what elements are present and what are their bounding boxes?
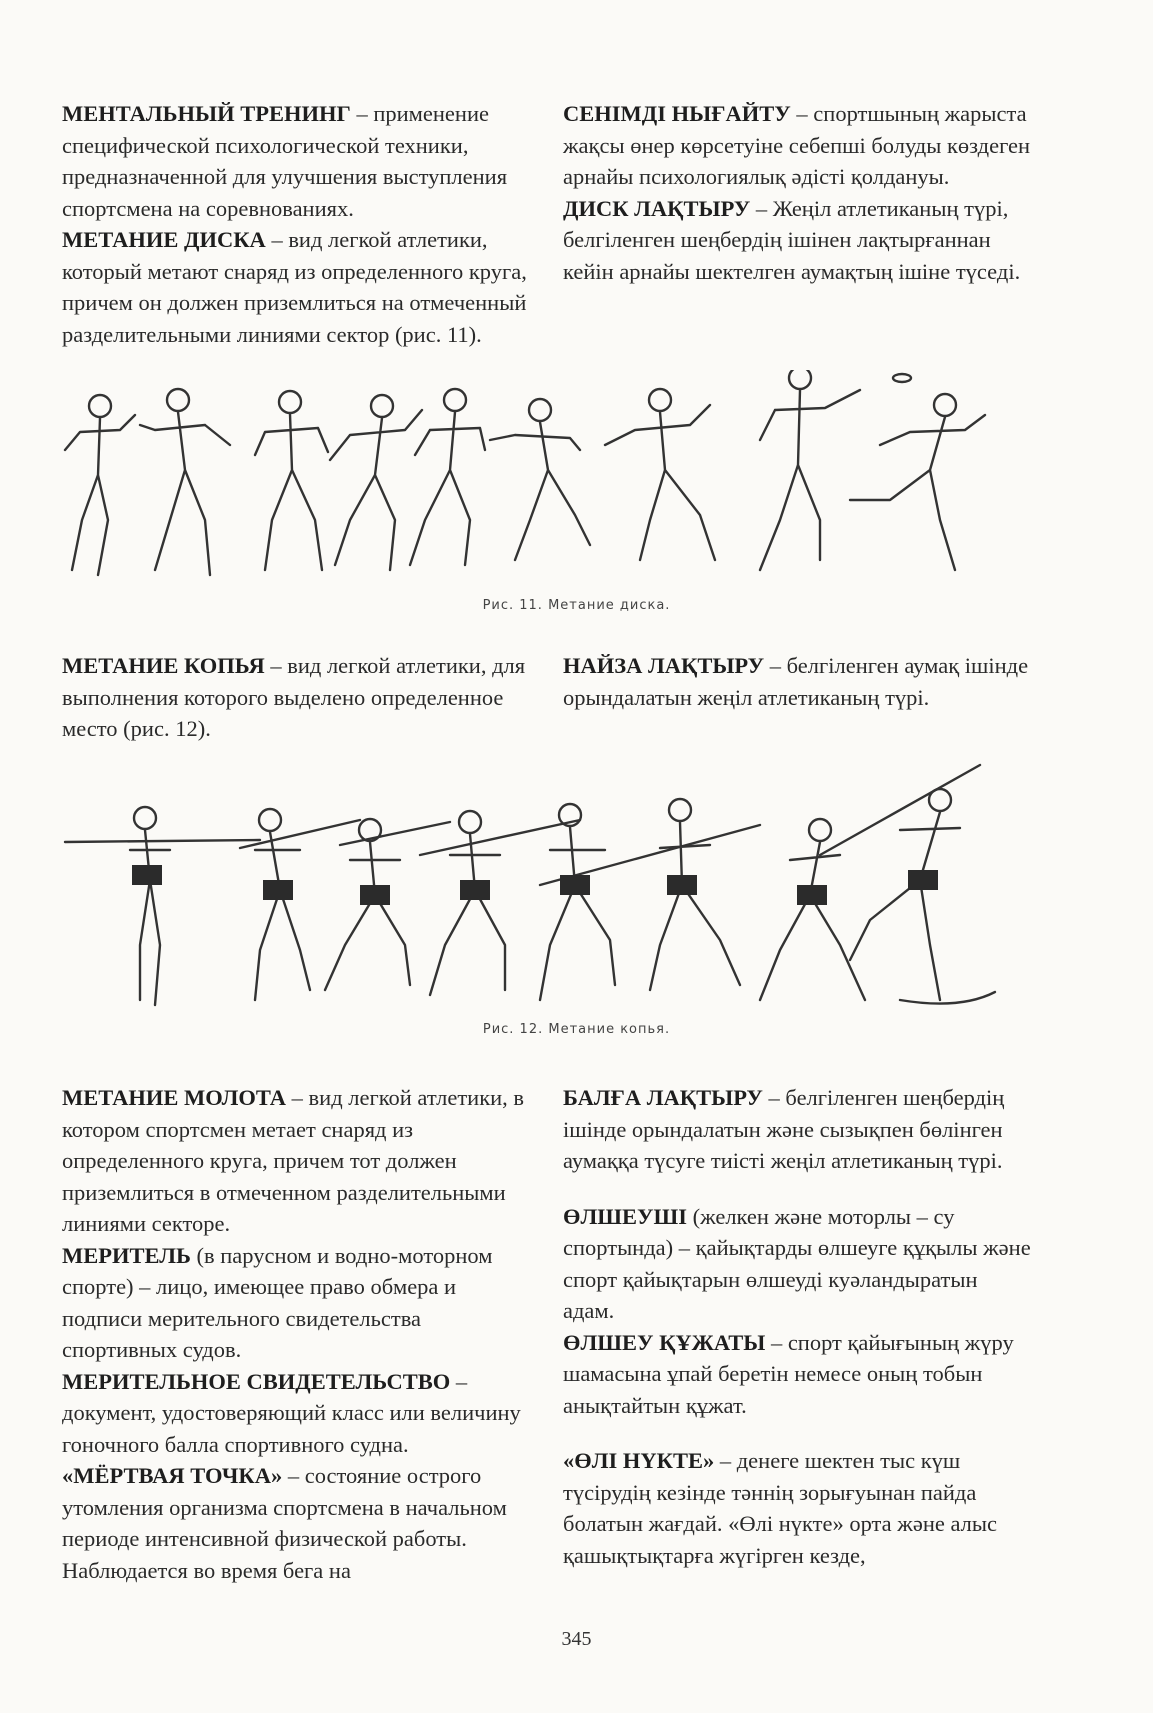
entry-naiza-laktyru: НАЙЗА ЛАҚТЫРУ – белгіленген аумақ ішінде орындалатын жеңіл атлетиканың түрі. [563,653,1029,710]
page-number: 345 [561,1628,592,1650]
entry-meritel: МЕРИТЕЛЬ (в парусном и водно-моторном спорте) – лицо, имеющее право обмера и подписи мерительного свидетельства спортивных судов. [62,1242,493,1362]
entry-spacer [563,1421,1033,1445]
entry-spacer [563,1177,1033,1201]
right-column-block-3 [563,1082,1033,1571]
right-column-block-1 [563,98,1033,287]
entry-balga-laktyru: БАЛҒА ЛАҚТЫРУ – белгіленген шеңбердің ішінде орындалатын және сызықпен бөлінген аумаққа түсуге тиісті жеңіл атлетиканың түрі. [563,1085,1005,1173]
entry-discus-throw: МЕТАНИЕ ДИСКА – вид легкой атлетики, который метают снаряд из определенного круга, причем он должен приземлиться на отмеченный разделительными линиями сектор (рис. 11). [62,227,527,347]
left-column-block-3 [62,1082,532,1586]
right-column-block-2 [563,650,1033,713]
figure-12-caption: Рис. 12. Метание копья. [482,1022,671,1037]
entry-hammer-throw: МЕТАНИЕ МОЛОТА – вид легкой атлетики, в котором спортсмен метает снаряд из определенного круга, причем тот должен приземлиться в отмеченном разделительными линиями секторе. [62,1085,525,1236]
figure-11-discus-illustration [60,370,1040,595]
entry-javelin-throw: МЕТАНИЕ КОПЬЯ – вид легкой атлетики, для выполнения которого выделено определенное место (рис. 12). [62,653,526,741]
entry-meritelnoe-svidetelstvo: МЕРИТЕЛЬНОЕ СВИДЕТЕЛЬСТВО – документ, удостоверяющий класс или величину гоночного балла спортивного судна. [62,1368,521,1457]
entry-olsheu-kuzhaty: ӨЛШЕУ ҚҰЖАТЫ – спорт қайығының жүру шамасына ұпай беретін немесе оның тобын анықтайтын құжат. [563,1329,1014,1418]
entry-disk-laktyru: ДИСК ЛАҚТЫРУ – Жеңіл атлетиканың түрі, белгіленген шеңбердің ішінен лақтырғаннан кейін арнайы шектелген аумақтың ішіне түседі. [563,195,1021,284]
figure-11-caption: Рис. 11. Метание диска. [482,598,671,613]
entry-senimdi-nygaitu: СЕНІМДІ НЫҒАЙТУ – спортшының жарыста жақсы өнер көрсетуіне себепші болуды көздеген арнайы психологиялық әдісті қолдануы. [563,101,1031,189]
javelin-1 [65,840,260,842]
entry-oli-nukte: «ӨЛІ НҮКТЕ» – денеге шектен тыс күш түсірудің кезінде тәннің зорығуынан пайда болатын жағдай. «Өлі нүкте» орта және алыс қашықтықтарға жүгірген кезде, [563,1448,997,1568]
javelin-thrower-sequence [60,760,1040,1020]
discus-icon [893,374,911,382]
entry-mertvaya-tochka: «МЁРТВАЯ ТОЧКА» – состояние острого утомления организма спортсмена в начальном периоде интенсивной физической работы. Наблюдается во время бега на [62,1463,507,1583]
left-column-block-1 [62,98,532,350]
javelin-3 [340,822,450,845]
entry-mental-training: МЕНТАЛЬНЫЙ ТРЕНИНГ – применение специфической психологической техники, предназначенной для улучшения выступления спортсмена на соревнованиях. [62,101,508,221]
figure-12-javelin-illustration [60,760,1040,1020]
entry-olsheushi: ӨЛШЕУШІ (желкен және моторлы – су спортында) – қайықтарды өлшеуге құқылы және спорт қайықтарын өлшеуді куәландыратын адам. [563,1203,1031,1323]
javelin-6 [820,765,980,855]
discus-thrower-sequence [60,370,1040,595]
left-column-block-2 [62,650,532,745]
